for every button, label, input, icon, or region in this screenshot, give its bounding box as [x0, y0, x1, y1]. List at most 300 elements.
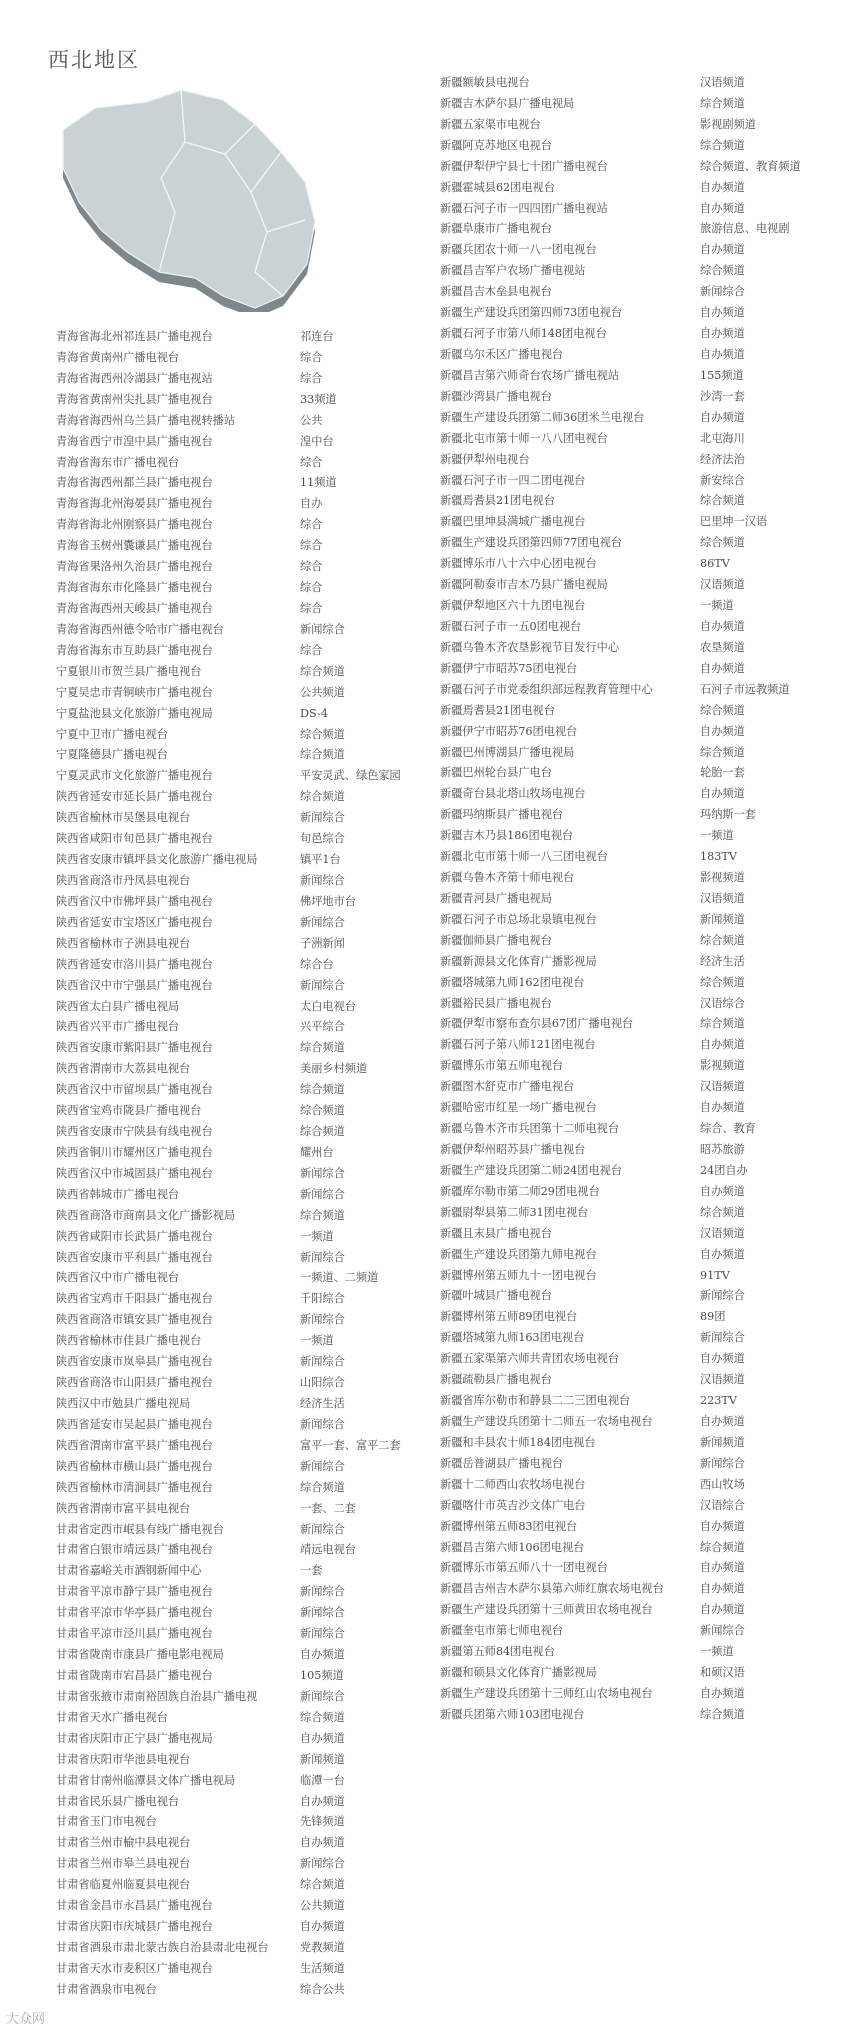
station-name: 新疆塔城第九师163团电视台 — [440, 1331, 585, 1345]
channel-name: 巴里坤一汉语 — [700, 515, 768, 529]
list-item — [440, 1182, 850, 1203]
channel-name: 新闻综合 — [300, 1689, 345, 1703]
channel-name: 自办频道 — [700, 1352, 745, 1366]
list-item — [440, 115, 850, 136]
list-item — [56, 1833, 425, 1854]
channel-name: 新安综合 — [700, 473, 745, 487]
list-item — [56, 1289, 425, 1310]
station-name: 陕西省太白县广播电视局 — [56, 999, 180, 1013]
list-item — [56, 599, 425, 620]
channel-name: 旅游信息、电视剧 — [700, 222, 790, 236]
station-name: 新疆十二师西山农牧场电视台 — [440, 1477, 586, 1491]
channel-name: 自办频道 — [700, 1686, 745, 1700]
channel-name: 自办频道 — [700, 1101, 745, 1115]
list-item — [56, 1331, 425, 1352]
channel-name: 新闻综合 — [300, 1355, 345, 1369]
channel-name: 富平一套、富平二套 — [300, 1438, 401, 1452]
channel-name: 自办频道 — [700, 1561, 745, 1575]
channel-name: 自办频道 — [700, 1519, 745, 1533]
station-name: 新疆叶城县广播电视台 — [440, 1289, 552, 1303]
station-name: 青海省海西州天峻县广播电视台 — [56, 601, 213, 615]
channel-name: 自办频道 — [300, 1920, 345, 1934]
list-item — [56, 411, 425, 432]
station-name: 新疆巴州博湖县广播电视局 — [440, 745, 575, 759]
station-name: 甘肃省庆阳市正宁县广播电视局 — [56, 1731, 213, 1745]
channel-name: 综合频道 — [300, 1480, 345, 1494]
station-name: 宁夏隆德县广播电视台 — [56, 748, 168, 762]
list-item — [440, 617, 850, 638]
channel-name: 综合公共 — [300, 1982, 345, 1996]
station-name: 新疆焉耆县21团电视台 — [440, 703, 555, 717]
station-name: 甘肃省陇南市康县广播电影电视局 — [56, 1648, 224, 1662]
channel-name: 105频道 — [300, 1669, 344, 1682]
list-item — [56, 515, 425, 536]
channel-name: 一频道 — [700, 599, 734, 613]
list-item — [56, 1017, 425, 1038]
channel-name: 新闻频道 — [300, 1752, 345, 1766]
channel-name: 86TV — [700, 557, 730, 571]
channel-name: 美丽乡村频道 — [300, 1062, 368, 1076]
list-item — [440, 1014, 850, 1035]
station-name: 甘肃省天水广播电视台 — [56, 1710, 168, 1724]
list-item — [56, 1771, 425, 1792]
station-name: 新疆石河子市总场北泉镇电视台 — [440, 912, 597, 926]
station-name: 陕西省汉中市广播电视台 — [56, 1271, 180, 1285]
channel-name: 155频道 — [700, 368, 744, 382]
list-item — [440, 136, 850, 157]
station-name: 甘肃省张掖市肃南裕固族自治县广播电视 — [56, 1689, 258, 1703]
channel-name: 靖远电视台 — [300, 1543, 356, 1557]
list-item — [56, 997, 425, 1018]
station-name: 新疆博乐市八十六中心团电视台 — [440, 557, 597, 571]
channel-name: 91TV — [700, 1268, 730, 1282]
station-name: 新疆阜康市广播电视台 — [440, 222, 552, 236]
channel-name: 综合频道 — [300, 748, 345, 762]
station-name: 新疆尉犁县第二师31团电视台 — [440, 1205, 589, 1219]
list-item — [56, 1666, 425, 1687]
station-name: 新疆阿勒泰市吉木乃县广播电视局 — [440, 578, 608, 592]
station-name: 新疆伊犁州昭苏县广播电视台 — [440, 1143, 586, 1157]
channel-name: 综合 — [300, 643, 323, 657]
station-name: 陕西汉中市勉县广播电视局 — [56, 1397, 191, 1411]
station-name: 新疆昌吉第六师106团电视台 — [440, 1540, 585, 1554]
station-name: 宁夏灵武市文化旅游广播电视台 — [56, 769, 213, 783]
station-name: 陕西省商洛市山阳县广播电视台 — [56, 1376, 213, 1390]
channel-name: 自办频道 — [700, 724, 745, 738]
list-item — [56, 390, 425, 411]
list-item — [440, 408, 850, 429]
list-item — [440, 1475, 850, 1496]
list-item — [56, 1645, 425, 1666]
channel-name: 湟中台 — [300, 434, 334, 448]
list-item — [56, 1394, 425, 1415]
station-name: 甘肃省天水市麦积区广播电视台 — [56, 1961, 213, 1975]
station-name: 甘肃省临夏州临夏县电视台 — [56, 1878, 191, 1892]
list-item — [440, 680, 850, 701]
channel-name: 一套 — [300, 1564, 323, 1578]
channel-name: 沙湾一套 — [700, 389, 745, 403]
list-item — [440, 847, 850, 868]
list-item — [56, 1687, 425, 1708]
list-item — [56, 1185, 425, 1206]
channel-name: 新闻综合 — [700, 1624, 745, 1638]
list-item — [56, 829, 425, 850]
list-item — [440, 1286, 850, 1307]
list-item — [440, 1203, 850, 1224]
channel-name: 综合频道 — [300, 790, 345, 804]
station-name: 甘肃省民乐县广播电视台 — [56, 1794, 180, 1808]
channel-name: 新闻综合 — [300, 1313, 345, 1327]
channel-name: 综合频道 — [700, 138, 745, 152]
channel-name: 自办 — [300, 497, 323, 511]
station-name: 新疆生产建设兵团第二师36团米兰电视台 — [440, 410, 645, 424]
list-item — [56, 1310, 425, 1331]
list-item — [56, 432, 425, 453]
list-item — [56, 1143, 425, 1164]
station-name: 陕西省渭南市富平县广播电视台 — [56, 1438, 213, 1452]
list-item — [440, 889, 850, 910]
station-name: 陕西省榆林市横山县广播电视台 — [56, 1459, 213, 1473]
channel-name: 影视频道 — [700, 1059, 745, 1073]
channel-name: 综合频道 — [700, 745, 745, 759]
channel-name: 玛纳斯一套 — [700, 808, 756, 822]
channel-name: 新闻综合 — [700, 1331, 745, 1345]
list-item — [440, 994, 850, 1015]
channel-name: 综合 — [300, 371, 323, 385]
list-item — [440, 596, 850, 617]
channel-name: 自办频道 — [700, 347, 745, 361]
list-item — [56, 1457, 425, 1478]
station-name: 青海省海西州都兰县广播电视台 — [56, 476, 213, 490]
channel-name: 自办频道 — [700, 1603, 745, 1617]
station-name: 甘肃省玉门市电视台 — [56, 1815, 157, 1829]
channel-name: 综合频道 — [700, 96, 745, 110]
channel-name: 自办频道 — [700, 327, 745, 341]
station-name: 新疆吉木萨尔县广播电视局 — [440, 96, 575, 110]
channel-name: 新闻综合 — [300, 622, 345, 636]
list-item — [56, 1478, 425, 1499]
list-item — [56, 745, 425, 766]
list-item — [440, 303, 850, 324]
channel-name: 183TV — [700, 850, 737, 864]
station-name: 陕西省汉中市宁强县广播电视台 — [56, 978, 213, 992]
channel-name: 一频道 — [300, 1334, 334, 1348]
channel-name: 自办频道 — [300, 1794, 345, 1808]
channel-name: 新闻综合 — [300, 1459, 345, 1473]
station-name: 新疆兵团农十师一八一团电视台 — [440, 243, 597, 257]
station-name: 新疆博州第五师九十一团电视台 — [440, 1268, 597, 1282]
list-item — [56, 766, 425, 787]
station-name: 陕西省咸阳市旬邑县广播电视台 — [56, 832, 213, 846]
channel-name: 综合频道 — [700, 933, 745, 947]
station-name: 陕西省延安市洛川县广播电视台 — [56, 957, 213, 971]
list-item — [440, 1600, 850, 1621]
channel-name: 汉语频道 — [700, 1226, 745, 1240]
station-name: 甘肃省酒泉市肃北蒙古族自治县肃北电视台 — [56, 1940, 269, 1954]
station-name: 陕西省兴平市广播电视台 — [56, 1020, 180, 1034]
list-item — [56, 787, 425, 808]
station-name: 新疆伽师县广播电视台 — [440, 933, 552, 947]
channel-name: 一频道、二频道 — [300, 1271, 379, 1285]
station-name: 陕西省安康市紫阳县广播电视台 — [56, 1041, 213, 1055]
list-item — [56, 557, 425, 578]
list-item — [440, 1454, 850, 1475]
station-name: 新疆生产建设兵团第四师73团电视台 — [440, 306, 623, 320]
channel-name: 综合台 — [300, 957, 334, 971]
station-name: 青海省海西州乌兰县广播电视转播站 — [56, 413, 236, 427]
list-item — [56, 453, 425, 474]
list-item — [56, 808, 425, 829]
list-item — [440, 784, 850, 805]
station-name: 新疆昌吉州吉木萨尔县第六师红旗农场电视台 — [440, 1582, 664, 1596]
station-name: 新疆乌鲁木齐第十师电视台 — [440, 871, 575, 885]
station-name: 陕西省汉中市城固县广播电视台 — [56, 1166, 213, 1180]
list-item — [56, 1227, 425, 1248]
station-name: 新疆岳普湖县广播电视台 — [440, 1456, 564, 1470]
list-item — [440, 722, 850, 743]
channel-name: 综合 — [300, 518, 323, 532]
channel-name: 223TV — [700, 1394, 737, 1408]
channel-name: 自办频道 — [700, 410, 745, 424]
list-item — [440, 1684, 850, 1705]
station-name: 陕西省宝鸡市千阳县广播电视台 — [56, 1292, 213, 1306]
channel-name: 汉语频道 — [700, 76, 745, 89]
station-name: 新疆图木舒克市广播电视台 — [440, 1080, 575, 1094]
channel-name: 山阳综合 — [300, 1376, 345, 1390]
channel-name: 经济生活 — [700, 954, 745, 968]
list-item — [440, 554, 850, 575]
list-item — [440, 1621, 850, 1642]
list-item — [56, 913, 425, 934]
station-name: 新疆石河子市第八师148团电视台 — [440, 327, 607, 341]
list-item — [56, 348, 425, 369]
channel-name: 自办频道 — [700, 243, 745, 257]
list-item — [440, 1349, 850, 1370]
list-item — [56, 725, 425, 746]
list-item — [56, 1624, 425, 1645]
station-name: 陕西省渭南市富平县电视台 — [56, 1501, 191, 1515]
channel-name: 综合频道 — [300, 1125, 345, 1139]
channel-name: 综合 — [300, 560, 323, 574]
station-name: 新疆霍城县62团电视台 — [440, 180, 555, 194]
channel-name: 石河子市远教频道 — [700, 682, 790, 696]
channel-name: 新闻综合 — [300, 1627, 345, 1641]
station-name: 新疆生产建设兵团第四师77团电视台 — [440, 536, 623, 550]
station-name: 甘肃省庆阳市庆城县广播电视台 — [56, 1920, 213, 1934]
list-item — [56, 1352, 425, 1373]
list-item — [440, 261, 850, 282]
station-name: 甘肃省白银市靖远县广播电视台 — [56, 1543, 213, 1557]
list-item — [56, 1373, 425, 1394]
list-item — [440, 1077, 850, 1098]
channel-name: 汉语频道 — [700, 891, 745, 905]
channel-name: 影视剧频道 — [700, 117, 756, 131]
station-name: 青海省果洛州久治县广播电视台 — [56, 560, 213, 574]
watermark-text: 大众网 — [6, 2012, 46, 2027]
station-name: 陕西省榆林市佳县广播电视台 — [56, 1334, 202, 1348]
section-title: 西北地区 — [48, 48, 140, 72]
station-name: 新疆巴州轮台县广电台 — [440, 766, 552, 780]
list-item — [440, 387, 850, 408]
list-item — [56, 1959, 425, 1980]
station-name: 新疆伊犁地区六十九团电视台 — [440, 599, 586, 613]
channel-name: 综合频道 — [700, 1017, 745, 1031]
list-item — [440, 1098, 850, 1119]
channel-name: 公共频道 — [300, 1899, 345, 1913]
station-name: 新疆五家渠第六师共青团农场电视台 — [440, 1352, 620, 1366]
channel-name: 24团自办 — [700, 1163, 748, 1177]
station-name: 新疆奎屯市第七师电视台 — [440, 1624, 564, 1638]
channel-name: 佛坪地市台 — [300, 894, 356, 908]
station-name: 新疆昌吉军户农场广播电视站 — [440, 264, 586, 278]
station-name: 新疆吉木乃县186团电视台 — [440, 829, 574, 843]
channel-name: 北屯海川 — [700, 431, 745, 445]
station-name: 新疆伊宁市昭苏76团电视台 — [440, 724, 578, 738]
channel-name: 综合频道 — [700, 264, 745, 278]
list-item — [440, 973, 850, 994]
channel-name: 综合频道 — [300, 1208, 345, 1222]
list-item — [440, 1412, 850, 1433]
station-name: 新疆且末县广播电视台 — [440, 1226, 552, 1240]
list-item — [440, 1705, 850, 1726]
list-item — [56, 1896, 425, 1917]
station-name: 宁夏吴忠市青铜峡市广播电视台 — [56, 685, 213, 699]
station-name: 甘肃省平凉市静宁县广播电视台 — [56, 1585, 213, 1599]
channel-name: 西山牧场 — [700, 1477, 745, 1491]
channel-name: 一频道 — [300, 1229, 334, 1243]
list-item — [440, 1579, 850, 1600]
channel-name: 先锋频道 — [300, 1815, 345, 1829]
station-name: 新疆生产建设兵团第十三师黄田农场电视台 — [440, 1603, 653, 1617]
channel-name: 汉语综合 — [700, 1498, 745, 1512]
list-item — [440, 157, 850, 178]
station-name: 新疆生产建设兵团第九师电视台 — [440, 1247, 597, 1261]
channel-name: 平安灵武、绿色家园 — [300, 769, 401, 783]
channel-name: 一频道 — [700, 829, 734, 843]
channel-name: 自办频道 — [700, 1415, 745, 1428]
list-item — [56, 578, 425, 599]
list-item — [440, 638, 850, 659]
list-item — [56, 620, 425, 641]
list-item — [440, 471, 850, 492]
station-name: 甘肃省平凉市华亭县广播电视台 — [56, 1606, 213, 1620]
station-name: 青海省海东市广播电视台 — [56, 455, 180, 469]
channel-name: 自办频道 — [300, 1731, 345, 1745]
channel-name: 自办频道 — [700, 1582, 745, 1596]
list-item — [56, 662, 425, 683]
list-item — [440, 429, 850, 450]
list-item — [440, 345, 850, 366]
list-item — [56, 1540, 425, 1561]
station-name: 新疆北屯市第十师一八三团电视台 — [440, 850, 608, 864]
channel-name: 综合 — [300, 539, 323, 553]
list-item — [56, 1729, 425, 1750]
list-item — [440, 1558, 850, 1579]
channel-name: 新闻综合 — [300, 1250, 345, 1264]
list-item — [440, 73, 850, 94]
station-name: 青海省海北州刚察县广播电视台 — [56, 518, 213, 532]
list-item — [56, 1582, 425, 1603]
list-item — [440, 931, 850, 952]
list-item — [440, 1370, 850, 1391]
channel-name: 新闻综合 — [300, 1417, 345, 1431]
channel-name: 综合频道 — [300, 1104, 345, 1118]
list-item — [56, 327, 425, 348]
station-name: 新疆伊犁市察布查尔县67团广播电视台 — [440, 1017, 634, 1031]
channel-name: 汉语综合 — [700, 996, 745, 1010]
channel-name: 影视频道 — [700, 871, 745, 885]
station-name: 新疆博州第五师89团电视台 — [440, 1310, 578, 1324]
station-name: 陕西省商洛市商南县文化广播影视局 — [56, 1208, 236, 1222]
channel-name: 党教频道 — [300, 1940, 345, 1954]
channel-name: 综合频道 — [300, 1041, 345, 1055]
list-item — [440, 450, 850, 471]
list-item — [56, 892, 425, 913]
channel-name: 新闻综合 — [300, 873, 345, 887]
channel-name: 自办频道 — [700, 1247, 745, 1261]
channel-name: 昭苏旅游 — [700, 1143, 745, 1157]
channel-name: 新闻综合 — [300, 811, 345, 825]
channel-name: 33频道 — [300, 392, 337, 406]
station-name: 青海省海北州海晏县广播电视台 — [56, 497, 213, 511]
channel-name: 综合频道 — [700, 1540, 745, 1554]
list-item — [56, 494, 425, 515]
station-name: 甘肃省甘南州临潭县文体广播电视局 — [56, 1773, 236, 1787]
channel-name: 新闻综合 — [300, 1166, 345, 1180]
channel-name: 综合、教育 — [700, 1122, 756, 1136]
channel-name: 农垦频道 — [700, 640, 745, 654]
list-item — [56, 1206, 425, 1227]
station-name: 陕西省宝鸡市陇县广播电视台 — [56, 1104, 202, 1118]
station-name: 陕西省商洛市镇安县广播电视台 — [56, 1313, 213, 1327]
list-item — [56, 536, 425, 557]
list-item — [440, 1538, 850, 1559]
station-name: 新疆乌尔禾区广播电视台 — [440, 347, 564, 361]
list-item — [56, 871, 425, 892]
list-item — [440, 1140, 850, 1161]
channel-name: 汉语频道 — [700, 1080, 745, 1094]
channel-name: 太白电视台 — [300, 999, 356, 1013]
channel-name: 新闻综合 — [300, 1187, 345, 1201]
station-name: 陕西省安康市宁陕县有线电视台 — [56, 1125, 213, 1139]
station-name: 宁夏中卫市广播电视台 — [56, 727, 168, 741]
station-name: 新疆昌吉第六师奇台农场广播电视站 — [440, 368, 620, 382]
station-name: 青海省海东市化隆县广播电视台 — [56, 581, 213, 595]
list-item — [56, 1059, 425, 1080]
list-item — [56, 976, 425, 997]
channel-name: 综合频道 — [700, 536, 745, 550]
list-item — [440, 1161, 850, 1182]
channel-name: 子洲新闻 — [300, 936, 345, 950]
station-name: 新疆和硕县文化体育广播影视局 — [440, 1666, 597, 1680]
list-item — [56, 850, 425, 871]
station-name: 宁夏银川市贺兰县广播电视台 — [56, 664, 202, 678]
list-item — [440, 178, 850, 199]
list-item — [440, 240, 850, 261]
channel-name: 综合 — [300, 581, 323, 595]
channel-name: 新闻综合 — [300, 1606, 345, 1620]
station-name: 新疆生产建设兵团第二师24团电视台 — [440, 1163, 623, 1177]
station-name: 新疆新源县文化体育广播影视局 — [440, 954, 597, 968]
list-item — [56, 934, 425, 955]
station-name: 陕西省汉中市留坝县广播电视台 — [56, 1083, 213, 1097]
station-name: 新疆石河子市一四四团广播电视站 — [440, 201, 608, 215]
station-name: 新疆库尔勒市第二师29团电视台 — [440, 1184, 600, 1198]
station-name: 陕西省汉中市佛坪县广播电视台 — [56, 894, 213, 908]
station-name: 新疆伊宁市昭苏75团电视台 — [440, 661, 578, 675]
station-name: 陕西省渭南市大荔县电视台 — [56, 1062, 191, 1076]
list-item — [56, 1980, 425, 2001]
